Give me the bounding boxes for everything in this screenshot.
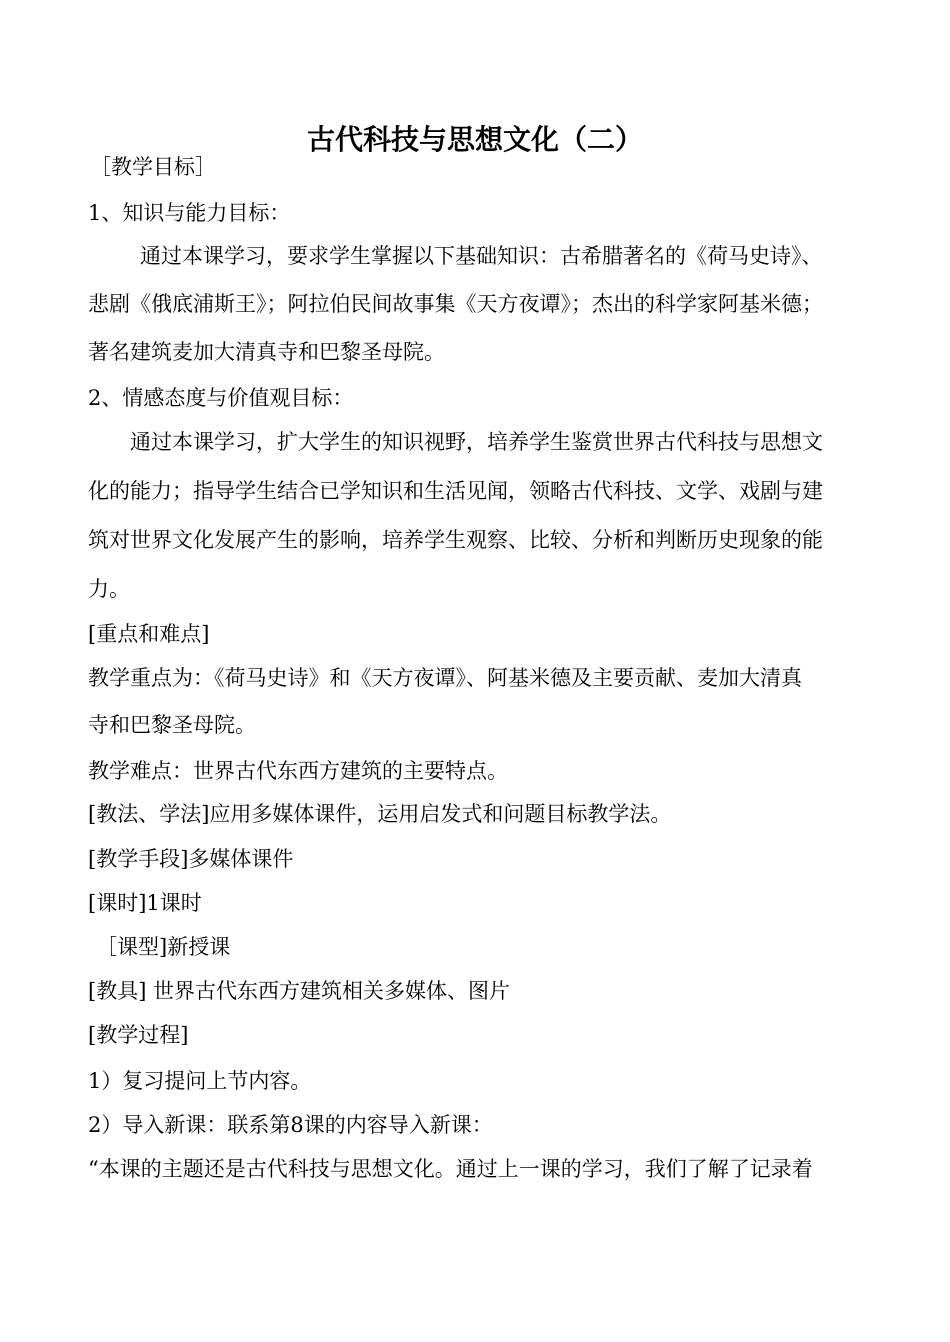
paragraph-line: 通过本课学习，要求学生掌握以下基础知识：古希腊著名的《荷马史诗》、 [140, 244, 823, 268]
paragraph-line: [教学手段]多媒体课件 [88, 847, 294, 871]
document-title: 古代科技与思想文化（二） [306, 123, 643, 156]
paragraph-line: 教学难点：世界古代东西方建筑的主要特点。 [88, 759, 508, 783]
paragraph-line: 寺和巴黎圣母院。 [88, 713, 256, 737]
paragraph-line: ［课型]新授课 [96, 935, 231, 959]
subheading-knowledge-ability: 1、知识与能力目标： [88, 201, 291, 225]
paragraph-line: 著名建筑麦加大清真寺和巴黎圣母院。 [88, 340, 445, 364]
section-heading-teaching-process: [教学过程] [88, 1023, 189, 1047]
paragraph-line: 化的能力；指导学生结合已学知识和生活见闻，领略古代科技、文学、戏剧与建 [88, 479, 823, 503]
paragraph-line: 2）导入新课：联系第8课的内容导入新课： [88, 1113, 493, 1137]
paragraph-line: [教法、学法]应用多媒体课件，运用启发式和问题目标教学法。 [88, 802, 672, 826]
paragraph-line: 力。 [88, 577, 130, 601]
paragraph-line: [教具] 世界古代东西方建筑相关多媒体、图片 [88, 979, 511, 1003]
paragraph-line: 1）复习提问上节内容。 [88, 1069, 312, 1093]
section-heading-key-points: [重点和难点] [88, 622, 210, 646]
paragraph-line: 筑对世界文化发展产生的影响，培养学生观察、比较、分析和判断历史现象的能 [88, 528, 823, 552]
paragraph-line: 通过本课学习，扩大学生的知识视野，培养学生鉴赏世界古代科技与思想文 [130, 430, 823, 454]
subheading-emotion-values: 2、情感态度与价值观目标： [88, 386, 354, 410]
paragraph-line: 悲剧《俄底浦斯王》；阿拉伯民间故事集《天方夜谭》；杰出的科学家阿基米德； [88, 292, 823, 316]
paragraph-line: [课时]1课时 [88, 891, 202, 915]
paragraph-line: “本课的主题还是古代科技与思想文化。通过上一课的学习，我们了解了记录着 [88, 1157, 813, 1181]
paragraph-line: 教学重点为：《荷马史诗》和《天方夜谭》、阿基米德及主要贡献、麦加大清真 [88, 666, 802, 690]
section-heading-teaching-goals: ［教学目标］ [90, 155, 216, 179]
